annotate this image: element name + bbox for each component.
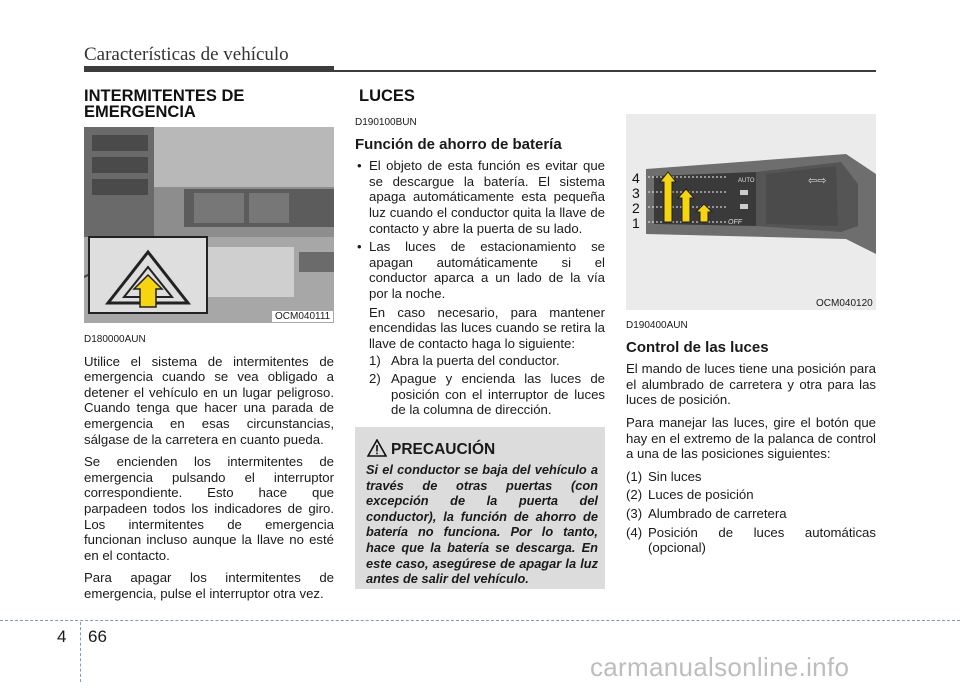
option-text: Luces de posición	[648, 487, 754, 503]
chapter-number: 4	[57, 627, 67, 646]
footer-vertical-divider	[80, 622, 81, 682]
section-title-lights: LUCES	[359, 87, 415, 105]
light-switch-image	[626, 114, 876, 310]
steps-list	[369, 353, 605, 417]
middle-column-text	[355, 115, 605, 420]
option-item	[626, 469, 876, 485]
option-number: (4)	[626, 524, 643, 540]
position-number: 1	[632, 215, 640, 231]
header-bar-thin	[334, 70, 876, 72]
light-control-paragraph-1: El mando de luces tiene una posición para el alumbrado de carretera y otra para las luces de posición.	[626, 361, 876, 408]
code-hazard: D180000AUN	[84, 334, 146, 345]
option-item	[626, 525, 876, 556]
option-text: Alumbrado de carretera	[648, 505, 787, 521]
footer-divider	[0, 620, 960, 621]
option-text: Posición de luces automáticas (opcional)	[648, 524, 876, 556]
subhead-light-control: Control de las luces	[626, 338, 769, 356]
turn-signal-icon: ⇦⇨	[808, 174, 827, 187]
code-battery-saver: D190100BUN	[355, 117, 417, 128]
hazard-switch-illustration	[84, 127, 334, 323]
step-item	[369, 353, 605, 369]
battery-saver-bullets	[355, 158, 605, 301]
step-text: Abra la puerta del conductor.	[391, 353, 560, 369]
parking-light-icon	[740, 190, 748, 195]
position-number: 3	[632, 185, 640, 201]
hazard-switch-image	[84, 127, 334, 323]
headlight-icon	[740, 204, 748, 209]
caution-title: PRECAUCIÓN	[391, 441, 496, 458]
option-number: (3)	[626, 505, 643, 521]
step-item	[369, 371, 605, 418]
hazard-paragraph-1: Utilice el sistema de intermitentes de emergencia cuando se vea obligado a detener el vehículo en un lugar peligroso. Cuando tenga que hacer una parada de emergencia en esas circunstancias, sálgase de la carretera en cuanto pueda.	[84, 353, 334, 447]
subhead-battery-saver: Función de ahorro de batería	[355, 135, 562, 153]
code-light-control: D190400AUN	[626, 320, 688, 331]
warning-triangle-icon	[367, 439, 387, 457]
step-number: 1)	[369, 353, 381, 369]
caution-box	[355, 427, 605, 589]
step-text: Apague y encienda las luces de posición con el interruptor de luces de la columna de dirección.	[391, 370, 605, 418]
section-title-hazard	[84, 88, 244, 120]
watermark: carmanualsonline.info	[590, 652, 850, 682]
option-text: Sin luces	[648, 468, 702, 484]
option-item	[626, 506, 876, 522]
bullet-item: • El objeto de esta función es evitar que se descargue la batería. El sistema apaga automáticamente esta pequeña luz cuando el conductor quita la llave de contacto y abre la puerta de su lado.	[355, 158, 605, 236]
option-number: (1)	[626, 468, 643, 484]
bullet-text: Las luces de estacionamiento se apagan automáticamente si el conductor aparca a un lado de la vía por la noche.	[369, 239, 605, 301]
position-number: 2	[632, 200, 640, 216]
section-title-line2: EMERGENCIA	[84, 103, 196, 121]
light-switch-illustration	[626, 114, 876, 310]
left-column-text	[84, 332, 334, 609]
step-number: 2)	[369, 370, 381, 386]
hazard-paragraph-2: Se encienden los intermitentes de emergencia pulsando el interruptor correspondiente. Esto hace que parpadeen todos los indicadores de giro. Los intermitentes de emergencia funcionan incluso aunque la llave no esté en el contacto.	[84, 454, 334, 563]
image-code-light-switch: OCM040120	[816, 298, 873, 309]
auto-label: AUTO	[738, 178, 755, 184]
right-column-text	[626, 318, 876, 559]
header-title: Características de vehículo	[84, 44, 289, 65]
header-bar-thick	[84, 66, 334, 72]
image-code-hazard: OCM040111	[272, 311, 333, 322]
caution-text: Si el conductor se baja del vehículo a través de otras puertas (con excepción de la puerta del conductor), la función de ahorro de batería no funciona. Por lo tanto, hace que la batería se descarga. En este caso, asegúrese de apagar la luz antes de salir del vehículo.	[366, 462, 598, 587]
bullet2-extra: En caso necesario, para mantener encendidas las luces cuando se retira la llave de contacto haga lo siguiente:	[369, 304, 605, 351]
hazard-paragraph-3: Para apagar los intermitentes de emergencia, pulse el interruptor otra vez.	[84, 570, 334, 601]
option-item	[626, 487, 876, 503]
off-label: OFF	[728, 219, 742, 226]
light-control-paragraph-2: Para manejar las luces, gire el botón que hay en el extremo de la palanca de control a una de las posiciones siguientes:	[626, 414, 876, 462]
section-title-line1: INTERMITENTES DE	[84, 87, 245, 105]
light-options-list	[626, 469, 876, 556]
option-number: (2)	[626, 487, 643, 503]
bullet-item	[355, 239, 605, 301]
position-number: 4	[632, 170, 640, 186]
page-number: 66	[88, 627, 107, 646]
